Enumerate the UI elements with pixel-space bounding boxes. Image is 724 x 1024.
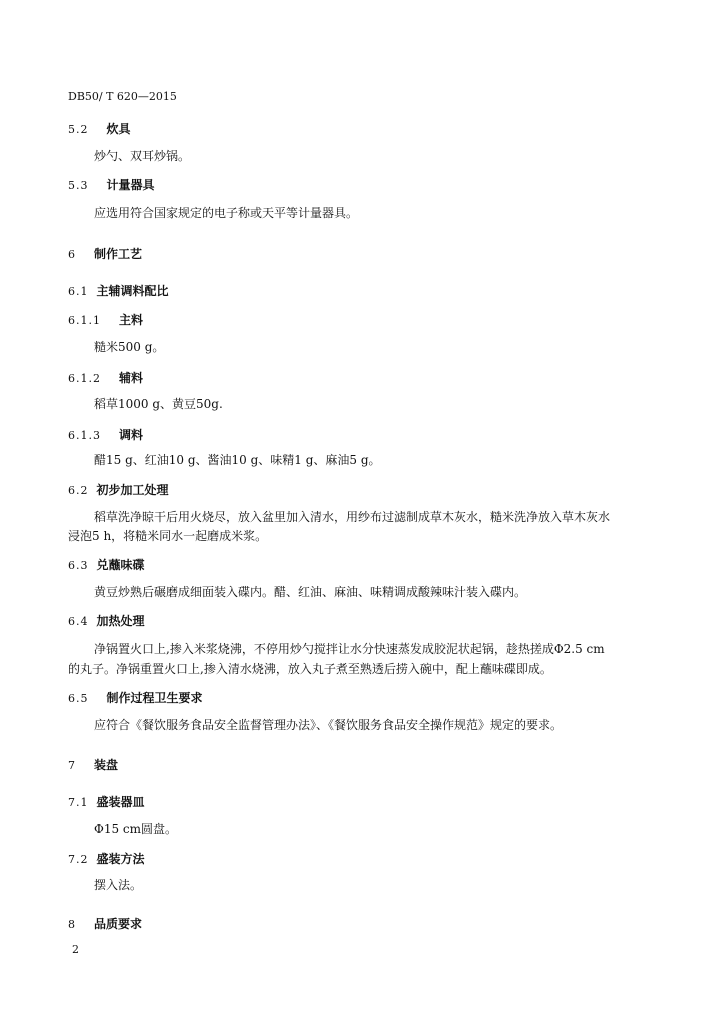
section-number: 8	[68, 918, 76, 931]
heading-6-1	[68, 282, 169, 300]
section-number: 6	[68, 248, 76, 261]
section-title: 调料	[119, 428, 144, 442]
paragraph-7-2: 摆入法。	[94, 878, 143, 892]
paragraph-5-2: 炒勺、双耳炒锅。	[94, 149, 191, 163]
section-number: 6.3	[68, 559, 89, 572]
heading-6-1-1	[68, 311, 143, 329]
section-number: 6.1.3	[68, 429, 101, 442]
page-number: 2	[72, 943, 79, 956]
section-number: 6.5	[68, 692, 89, 705]
section-number: 6.4	[68, 615, 89, 628]
section-title: 计量器具	[106, 178, 155, 192]
heading-7-1	[68, 793, 145, 811]
section-number: 6.1.2	[68, 372, 101, 385]
section-title: 盛装器皿	[96, 795, 145, 809]
section-title: 主料	[119, 313, 144, 327]
paragraph-6-1-3: 醋15 g、红油10 g、酱油10 g、味精1 g、麻油5 g。	[94, 453, 381, 467]
heading-6	[68, 245, 142, 263]
document-code-header: DB50/ T 620—2015	[68, 90, 177, 103]
section-title: 制作过程卫生要求	[106, 691, 203, 705]
section-title: 炊具	[106, 122, 131, 136]
section-title: 初步加工处理	[96, 483, 169, 497]
heading-6-2	[68, 481, 169, 499]
heading-6-4	[68, 612, 145, 630]
section-number: 6.2	[68, 484, 89, 497]
heading-7	[68, 756, 118, 774]
paragraph-5-3: 应选用符合国家规定的电子称或天平等计量器具。	[94, 206, 359, 220]
paragraph-6-4-line2: 的丸子。净锅重置火口上,掺入清水烧沸，放入丸子煮至熟透后捞入碗中，配上蘸味碟即成。	[68, 662, 552, 676]
section-title: 盛装方法	[96, 852, 145, 866]
section-number: 7.1	[68, 796, 89, 809]
section-number: 7	[68, 759, 76, 772]
section-title: 品质要求	[94, 917, 143, 931]
section-title: 加热处理	[96, 614, 145, 628]
paragraph-6-2-line2: 浸泡5 h，将糙米同水一起磨成米浆。	[68, 529, 268, 543]
paragraph-6-5: 应符合《餐饮服务食品安全监督管理办法》、《餐饮服务食品安全操作规范》规定的要求。	[94, 718, 563, 732]
section-number: 6.1	[68, 285, 89, 298]
section-title: 辅料	[119, 371, 144, 385]
heading-6-3	[68, 556, 145, 574]
paragraph-6-1-1: 糙米500 g。	[94, 340, 165, 354]
heading-6-1-3	[68, 426, 143, 444]
section-number: 6.1.1	[68, 314, 101, 327]
section-title: 装盘	[94, 758, 119, 772]
heading-6-5	[68, 689, 203, 707]
section-number: 5.3	[68, 179, 89, 192]
paragraph-6-3: 黄豆炒熟后碾磨成细面装入碟内。醋、红油、麻油、味精调成酸辣味汁装入碟内。	[94, 585, 527, 599]
heading-5-2	[68, 120, 131, 138]
section-title: 制作工艺	[94, 247, 143, 261]
heading-7-2	[68, 850, 145, 868]
heading-6-1-2	[68, 369, 143, 387]
paragraph-6-2-line1: 稻草洗净晾干后用火烧尽，放入盆里加入清水，用纱布过滤制成草木灰水，糙米洗净放入草木灰水	[94, 510, 611, 524]
heading-8	[68, 915, 142, 933]
heading-5-3	[68, 176, 155, 194]
section-number: 5.2	[68, 123, 89, 136]
section-number: 7.2	[68, 853, 89, 866]
section-title: 兑蘸味碟	[96, 558, 145, 572]
section-title: 主辅调料配比	[96, 284, 169, 298]
paragraph-7-1: Φ15 cm圆盘。	[94, 822, 178, 836]
paragraph-6-1-2: 稻草1000 g、黄豆50g.	[94, 397, 223, 411]
paragraph-6-4-line1: 净锅置火口上,掺入米浆烧沸，不停用炒勺搅拌让水分快速蒸发成胶泥状起锅，趁热搓成Φ2.5 cm	[94, 642, 605, 656]
